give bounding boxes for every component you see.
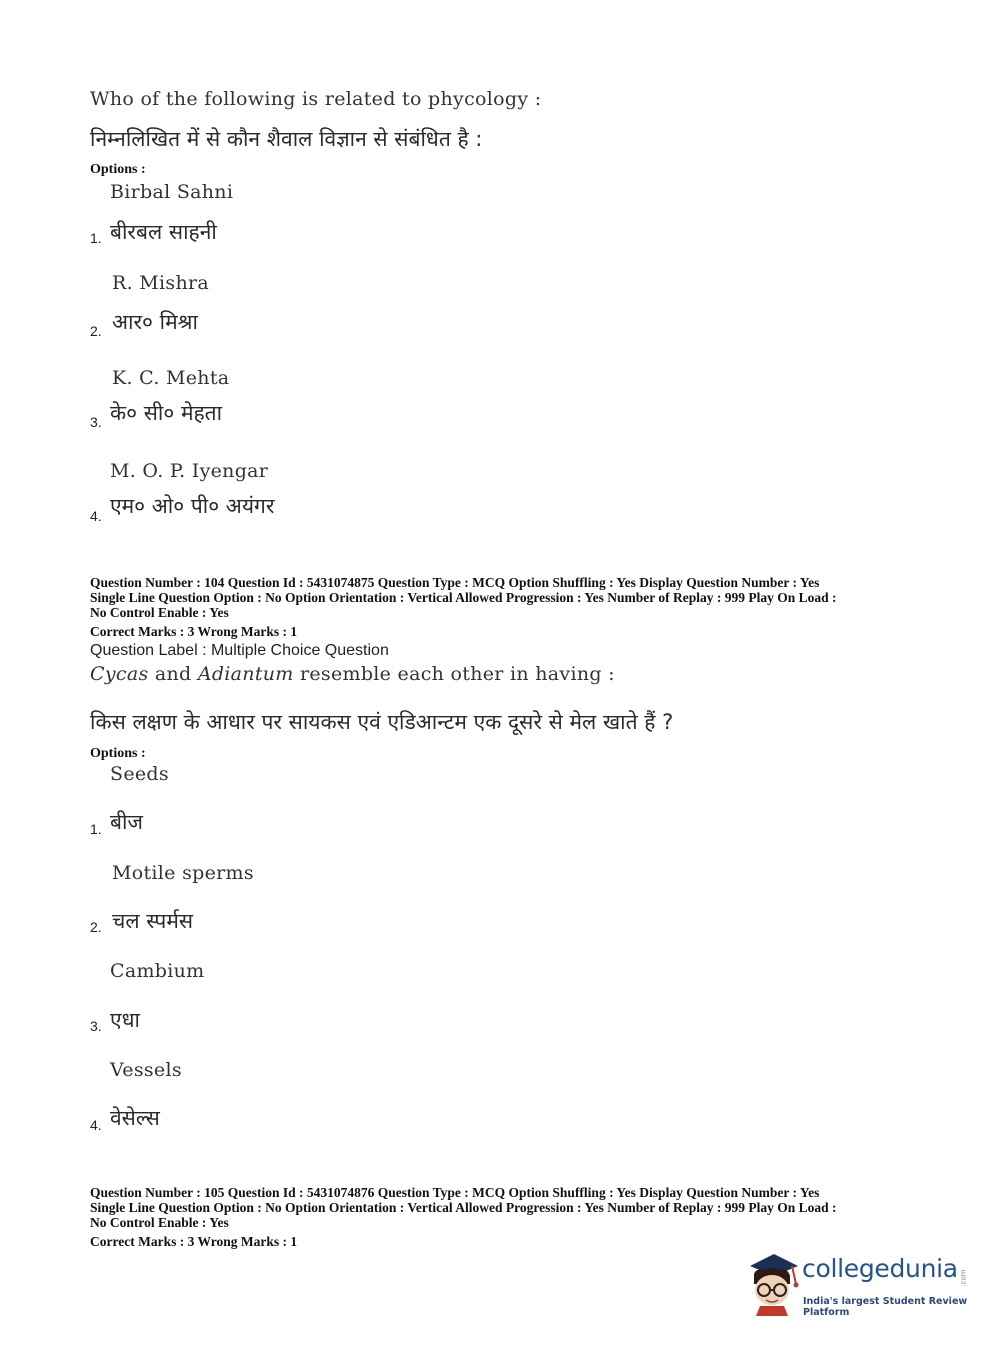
option-text-en: M. O. P. Iyengar [110,460,269,482]
option-text-hi: बीरबल साहनी [110,220,217,244]
option-number: 1. [90,821,102,837]
mascot-graduate-icon [742,1248,802,1316]
option-text-hi: वेसेल्स [110,1106,160,1130]
options-label: Options : [90,162,146,177]
option-text-hi: के० सी० मेहता [110,401,223,425]
option-text-hi: आर० मिश्रा [112,310,198,334]
option-text-en: Cambium [110,960,205,982]
option-text-hi: एम० ओ० पी० अयंगर [110,494,275,518]
option-text-en: Seeds [110,763,169,785]
option-number: 2. [90,323,102,339]
question-text-hi: निम्नलिखित में से कौन शैवाल विज्ञान से संबंधित है : [90,127,483,151]
option-text-en: Birbal Sahni [110,181,234,203]
option-number: 2. [90,919,102,935]
option-text-hi: एधा [110,1008,140,1032]
marks-info: Correct Marks : 3 Wrong Marks : 1 [90,624,298,639]
logo-suffix: .com [959,1269,968,1287]
option-text-hi: चल स्पर्मस [112,909,194,933]
marks-info: Correct Marks : 3 Wrong Marks : 1 [90,1234,298,1249]
question-text-hi: किस लक्षण के आधार पर सायकस एवं एडिआन्टम एक दूसरे से मेल खाते हैं ? [90,710,674,734]
collegedunia-logo[interactable] [742,1248,972,1316]
logo-tagline: India's largest Student Review Platform [803,1296,968,1318]
logo-wordmark: collegedunia [802,1254,958,1283]
question-meta: Question Number : 104 Question Id : 5431074875 Question Type : MCQ Option Shuffling : Yes Display Question Number : Yes Single Line Question Option : No Option Orientation : Vertical Allowed Progression : Yes Number of Replay : 999 Play On Load : No Control Enable : Yes [90,575,837,620]
options-label: Options : [90,746,146,761]
option-text-en: Vessels [110,1059,182,1081]
option-number: 4. [90,1117,102,1133]
option-text-hi: बीज [110,810,144,834]
question-meta: Question Number : 105 Question Id : 5431074876 Question Type : MCQ Option Shuffling : Yes Display Question Number : Yes Single Line Question Option : No Option Orientation : Vertical Allowed Progression : Yes Number of Replay : 999 Play On Load : No Control Enable : Yes [90,1185,837,1230]
option-number: 3. [90,414,102,430]
question-label: Question Label : Multiple Choice Question [90,642,389,659]
question-text-en: Who of the following is related to phycology : [90,88,542,110]
option-text-en: K. C. Mehta [112,367,230,389]
option-number: 1. [90,230,102,246]
question-text-en: Cycas and Adiantum resemble each other in having : [90,663,615,685]
option-text-en: Motile sperms [112,862,254,884]
option-text-en: R. Mishra [112,272,210,294]
option-number: 3. [90,1018,102,1034]
option-number: 4. [90,508,102,524]
